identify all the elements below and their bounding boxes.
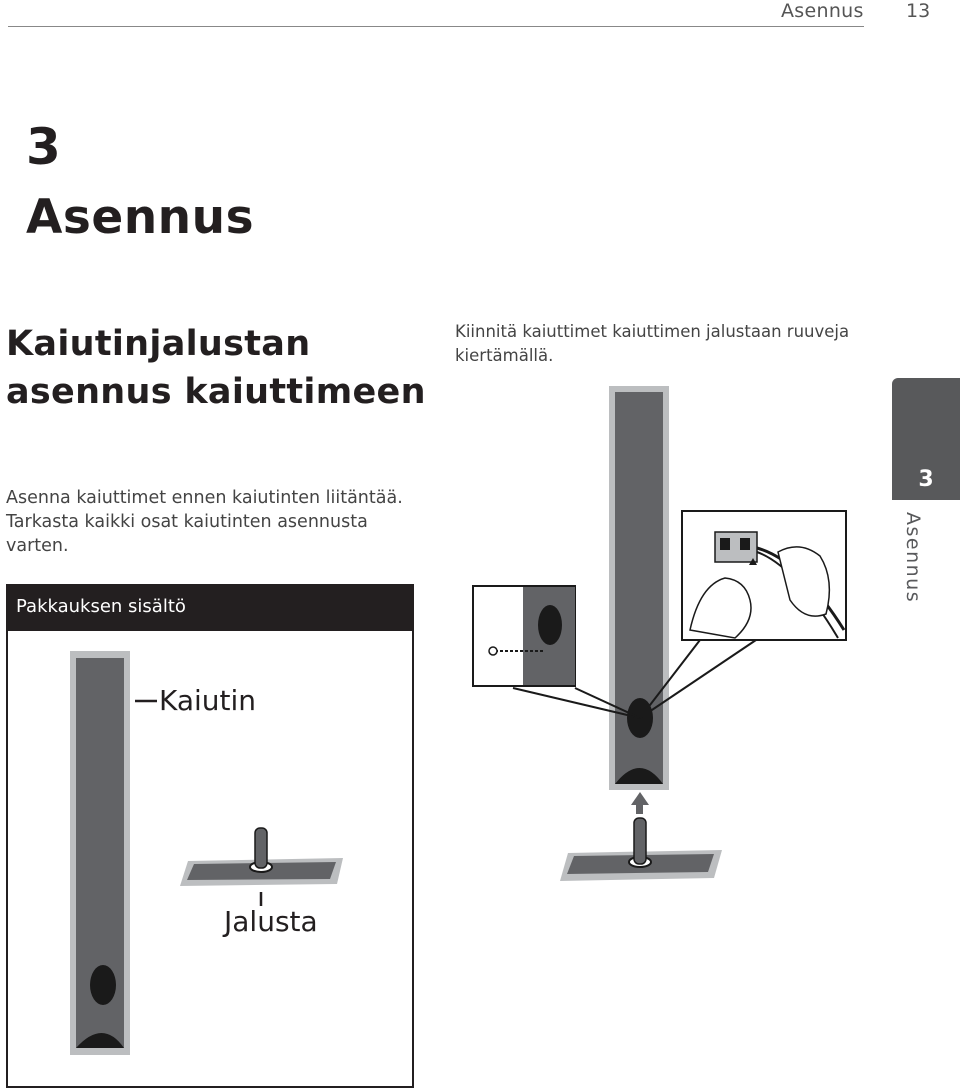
header-section-title: Asennus: [781, 0, 864, 22]
speaker-illustration: [70, 651, 130, 1055]
instruction-text: Kiinnitä kaiuttimet kaiuttimen jalustaan ruuveja kiertämällä.: [455, 322, 850, 365]
speaker-label: Kaiutin: [159, 684, 257, 717]
section-title-line-1: Kaiutinjalustan: [6, 324, 311, 364]
stand-label: Jalusta: [224, 905, 318, 938]
chapter-number: 3: [26, 118, 61, 176]
chapter-title: Asennus: [26, 190, 255, 245]
assembly-stand-illustration: [560, 818, 722, 881]
cable-connection-inset: [682, 511, 846, 640]
up-arrow-icon: [631, 792, 649, 814]
side-tab-label: Asennus: [902, 512, 924, 604]
page-number: 13: [906, 0, 931, 22]
section-title-line-2: asennus kaiuttimeen: [6, 372, 426, 412]
screw-detail-inset: [473, 586, 575, 686]
side-tab-number: 3: [918, 467, 934, 492]
assembly-speaker-illustration: [609, 386, 669, 790]
stand-illustration: [180, 828, 343, 886]
package-contents-title: Pakkauksen sisältö: [8, 586, 412, 631]
body-paragraph: Asenna kaiuttimet ennen kaiutinten liitäntää. Tarkasta kaikki osat kaiutinten asennusta varten.: [6, 488, 403, 556]
